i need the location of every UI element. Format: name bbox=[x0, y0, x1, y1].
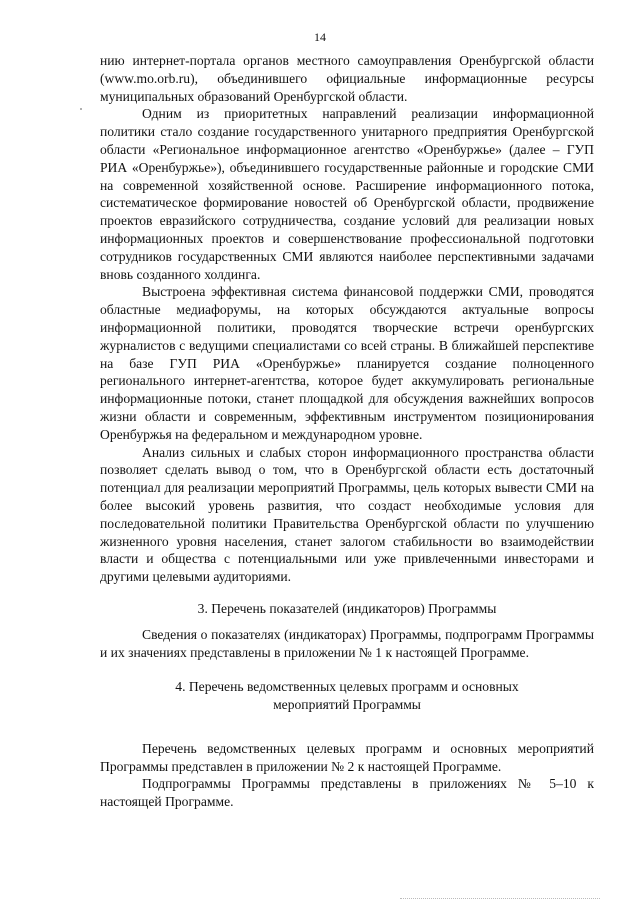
section-3-text: Сведения о показателях (индикаторах) Программы, подпрограмм Программы и их значениях представлены в приложении № 1 к настоящей Программе. bbox=[100, 626, 594, 660]
paragraph-ria-orenburzhye: Одним из приоритетных направлений реализации информационной политики стало создание государственного унитарного предприятия Оренбургской области «Региональное информационное агентство «Оренбуржье» (далее – ГУП РИА «Оренбуржье»), объединившего государственные районные и городские СМИ на современной хозяйственной основе. Расширение информационного потока, систематическое формирование новостей об Оренбургской области, продвижение проектов евразийского сотрудничества, создание условий для реализации новых информационных проектов и совершенствование профессиональной подготовки сотрудников государственных СМИ являются наиболее перспективными задачами вновь созданного холдинга. bbox=[100, 106, 594, 282]
scan-edge-artifact bbox=[400, 898, 600, 899]
section-3-heading: 3. Перечень показателей (индикаторов) Программы bbox=[197, 600, 497, 616]
paragraph-financial-support: Выстроена эффективная система финансовой поддержки СМИ, проводятся областные медиафорумы, на которых обсуждаются актуальные вопросы информационной политики, проводятся творческие встречи оренбургских журналистов с ведущими специалистами со всей страны. В ближайшей перспективе на базе ГУП РИА «Оренбуржье» планируется создание полноценного регионального интернет-агентства, которое будет аккумулировать региональные информационные потоки, станет площадкой для обсуждения важнейших вопросов жизни области и современным, эффективным инструментом позиционирования Оренбуржья на федеральном и международном уровне. bbox=[100, 284, 594, 442]
section-4-heading-line-2: мероприятий Программы bbox=[273, 697, 421, 713]
section-4-heading-line-1: 4. Перечень ведомственных целевых программ и основных bbox=[175, 679, 519, 695]
page-number: 14 bbox=[314, 30, 326, 44]
section-4-text-2: Подпрограммы Программы представлены в приложениях № 5–10 к настоящей Программе. bbox=[100, 776, 594, 810]
section-4-text-1: Перечень ведомственных целевых программ и основных мероприятий Программы представлен в приложении № 2 к настоящей Программе. bbox=[100, 740, 594, 774]
paragraph-continuation: нию интернет-портала органов местного самоуправления Оренбургской области (www.mo.orb.ru), объединившего официальные информационные ресурсы муниципальных образований Оренбургской области. bbox=[100, 53, 594, 104]
scan-speck bbox=[80, 108, 82, 110]
document-body bbox=[100, 52, 594, 811]
paragraph-analysis: Анализ сильных и слабых сторон информационного пространства области позволяет сделать вывод о том, что в Оренбургской области есть достаточный потенциал для реализации мероприятий Программы, цель которых вывести СМИ на более высокий уровень развития, что создаст необходимые условия для последовательной политики Правительства Оренбургской области по улучшению жизненного уровня населения, станет залогом стабильности во взаимодействии власти и общества с потенциальными или уже привлеченными инвесторами и другими целевыми аудиториями. bbox=[100, 444, 594, 585]
section-4-heading bbox=[100, 678, 594, 714]
